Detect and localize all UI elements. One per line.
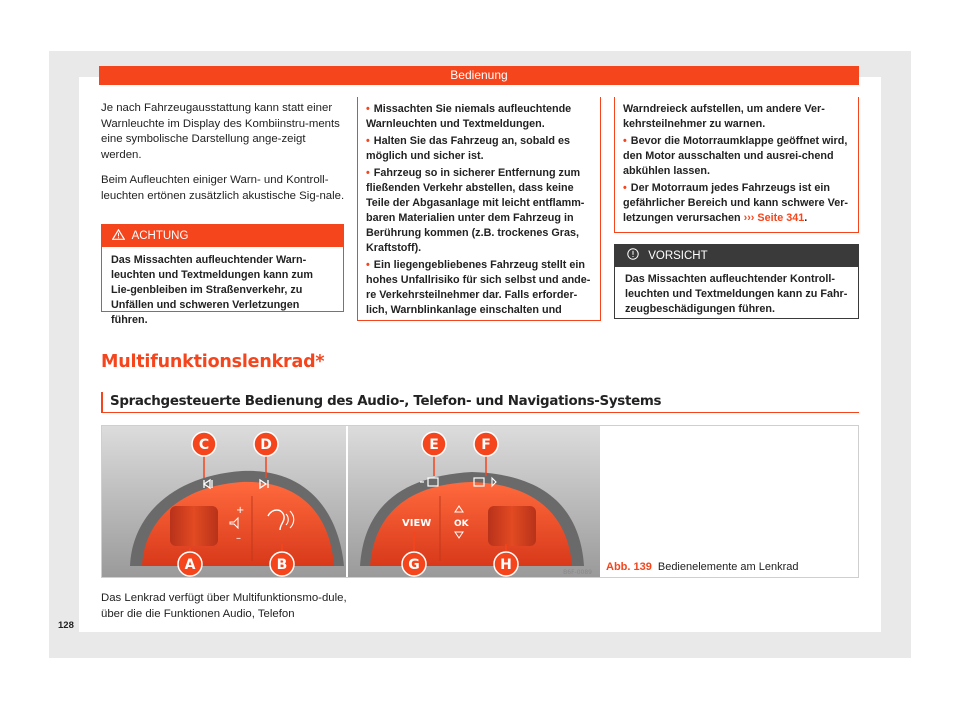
warning-label: ACHTUNG <box>131 230 189 242</box>
figure-caption-text: Bedienelemente am Lenkrad <box>657 561 799 573</box>
svg-text:A: A <box>184 557 196 573</box>
figure-number: Abb. 139 <box>606 561 652 573</box>
subtitle-rule <box>101 412 859 413</box>
callout-h <box>494 552 518 576</box>
page-link[interactable]: ››› Seite 341 <box>743 212 805 224</box>
svg-text:E: E <box>429 437 439 453</box>
continued-text: Warndreieck aufstellen, um andere Ver-kehrsteilnehmer zu warnen. <box>623 103 825 130</box>
paragraph-2: Beim Aufleuchten einiger Warn- und Kontroll-leuchten ertönen zusätzlich akustische Sig-nale. <box>101 174 345 202</box>
list-item: • Missachten Sie niemals aufleuchtende Warnleuchten und Textmeldungen. <box>366 103 572 130</box>
info-circle-icon <box>627 250 648 262</box>
svg-text:C: C <box>198 437 210 453</box>
page-number: 128 <box>58 620 74 631</box>
svg-text:D: D <box>260 437 272 453</box>
svg-text:B: B <box>276 557 288 573</box>
callout-a <box>178 552 202 576</box>
paragraph-1: Je nach Fahrzeugausstattung kann statt einer Warnleuchte im Display des Kombiinstru-ments eine symbolische Darstellung ange-zeigt werden. <box>101 102 340 161</box>
list-item: • Ein liegengebliebenes Fahrzeug stellt ein hohes Unfallrisiko für sich selbst und ande-re Verkehrsteilnehmer dar. Falls erforder-lich, Warnblinkanlage einschalten und <box>366 259 591 316</box>
list-item: • Halten Sie das Fahrzeug an, sobald es möglich und sicher ist. <box>366 135 570 162</box>
section-subtitle: Sprachgesteuerte Bedienung des Audio-, Telefon- und Navigations-Systems <box>110 394 662 409</box>
callout-c <box>192 432 216 456</box>
chapter-header: Bedienung <box>99 66 859 85</box>
warning-triangle-icon <box>112 230 132 242</box>
body-paragraph: Das Lenkrad verfügt über Multifunktionsmo-dule, über die die Funktionen Audio, Telefon <box>101 592 347 620</box>
list-item: • Fahrzeug so in sicherer Entfernung zum fließenden Verkehr abstellen, dass keine Teile der Abgasanlage mit leicht entflamm-baren Materialien unter dem Fahrzeug in Berührung kommen (z.B. trockenes Gras, Kraftstoff). <box>366 167 585 254</box>
figure-caption <box>606 561 799 573</box>
callout-d <box>254 432 278 456</box>
column-1 <box>101 101 346 214</box>
warning-continuation-box-2 <box>614 97 859 233</box>
callout-g <box>402 552 426 576</box>
caution-text: Das Missachten aufleuchtender Kontroll-leuchten und Textmeldungen kann zu Fahr-zeugbeschädigungen führen. <box>625 273 848 315</box>
caution-header <box>615 245 858 267</box>
svg-text:F: F <box>481 437 491 453</box>
list-item: • Bevor die Motorraumklappe geöffnet wird, den Motor ausschalten und ausrei-chend abkühlen lassen. <box>623 135 848 177</box>
svg-text:–: – <box>236 533 241 544</box>
svg-text:G: G <box>408 557 420 573</box>
warning-box <box>101 224 344 326</box>
caution-box <box>614 244 859 319</box>
figure-code: B6F-0089 <box>563 569 592 576</box>
right-thumbwheel <box>488 506 536 546</box>
steering-wheel-figure <box>102 426 600 577</box>
left-thumbwheel <box>170 506 218 546</box>
svg-text:OK: OK <box>454 519 469 529</box>
warning-header <box>102 225 343 247</box>
section-title: Multifunktionslenkrad* <box>101 352 325 372</box>
warning-continuation-box <box>357 97 601 321</box>
caution-label: VORSICHT <box>648 250 708 262</box>
warning-text: Das Missachten aufleuchtender Warn-leuchten und Textmeldungen kann zum Lie-genbleiben im Straßenverkehr, zu Unfällen und schweren Verletzungen führen. <box>111 254 313 326</box>
list-item: • Der Motorraum jedes Fahrzeugs ist ein gefährlicher Bereich und kann schwere Ver-letzungen verursachen ››› Seite 341. <box>623 182 849 224</box>
callout-f <box>474 432 498 456</box>
svg-text:VIEW: VIEW <box>402 518 432 529</box>
svg-text:H: H <box>500 557 512 573</box>
svg-text:+: + <box>236 505 245 516</box>
callout-b <box>270 552 294 576</box>
callout-e <box>422 432 446 456</box>
subtitle-marker <box>101 392 103 412</box>
